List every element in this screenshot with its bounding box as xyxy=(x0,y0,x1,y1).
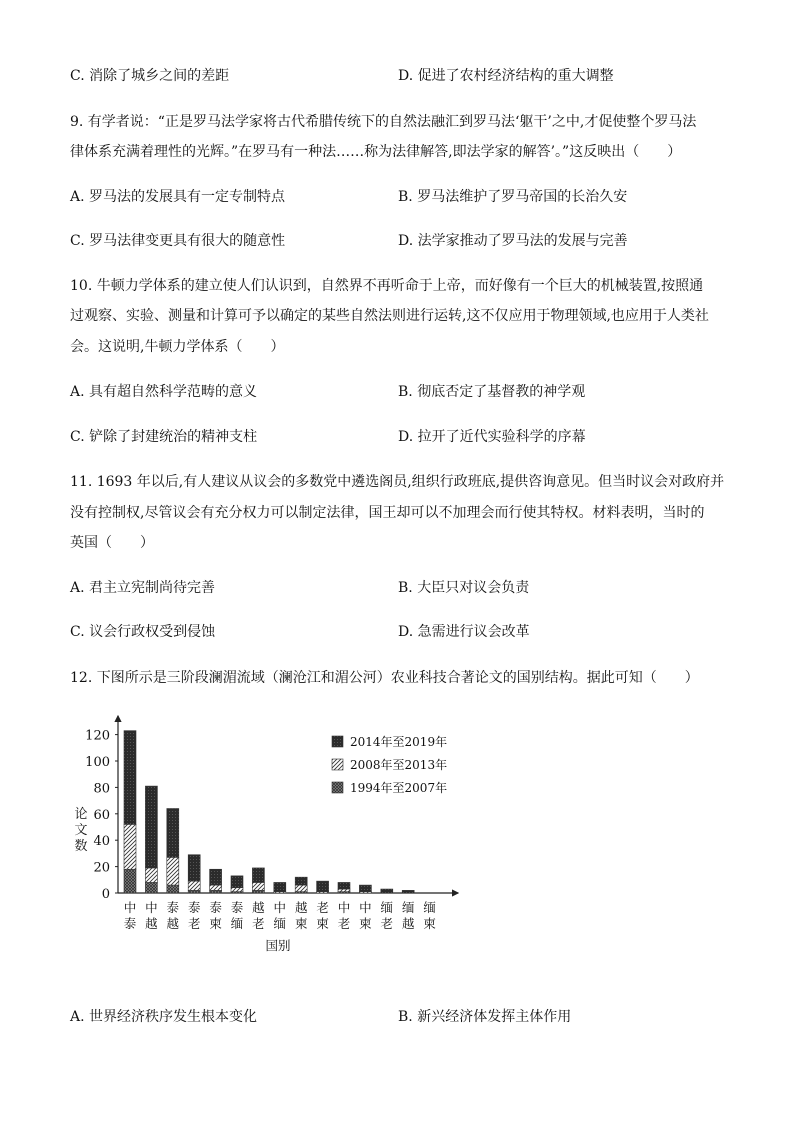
q9-stem-line-2: 律体系充满着理性的光辉。”在罗马有一种法……称为法律解答,即法学家的解答’。”这反映出（ ） xyxy=(70,144,682,160)
q11-stem-line-2: 没有控制权,尽管议会有充分权力可以制定法律，国王却可以不加理会而行使其特权。材料表明，当时的 xyxy=(70,505,705,521)
x-tick-label: 中 xyxy=(359,900,372,915)
x-tick-label: 泰 xyxy=(187,900,201,915)
legend-label: 2014年至2019年 xyxy=(350,735,448,749)
x-tick-label: 老 xyxy=(252,916,265,931)
bar-segment xyxy=(295,885,307,892)
legend-label: 1994年至2007年 xyxy=(350,781,448,795)
legend-swatch xyxy=(332,759,343,770)
q11-option-b: B. 大臣只对议会负责 xyxy=(398,580,530,596)
y-axis-label: 文 xyxy=(74,823,88,838)
bar-segment xyxy=(274,882,286,891)
x-tick-label: 柬 xyxy=(209,916,222,931)
x-tick-label: 越 xyxy=(401,916,415,931)
bar-segment xyxy=(295,877,307,885)
q10-option-c: C. 铲除了封建统治的精神支柱 xyxy=(70,429,258,445)
bar-segment xyxy=(167,885,179,893)
bar-segment xyxy=(124,869,136,893)
bar-segment xyxy=(188,855,200,881)
x-tick-label: 泰 xyxy=(166,900,180,915)
x-tick-label: 缅 xyxy=(380,900,394,915)
q12-option-b: B. 新兴经济体发挥主体作用 xyxy=(398,1009,572,1025)
bar-segment xyxy=(145,868,157,883)
y-tick-label: 0 xyxy=(101,887,110,902)
y-axis-label: 论 xyxy=(74,807,88,822)
x-tick-label: 柬 xyxy=(294,916,308,931)
x-tick-label: 柬 xyxy=(316,916,329,931)
x-tick-label: 老 xyxy=(337,916,351,931)
bar-segment xyxy=(167,809,179,858)
q10-option-d: D. 拉开了近代实验科学的序幕 xyxy=(398,429,586,445)
q9-option-d: D. 法学家推动了罗马法的发展与完善 xyxy=(398,233,628,249)
x-tick-label: 中 xyxy=(145,900,158,915)
q12-option-a: A. 世界经济秩序发生根本变化 xyxy=(70,1009,258,1025)
x-tick-label: 中 xyxy=(273,900,287,915)
x-tick-label: 柬 xyxy=(423,916,436,931)
bar-segment xyxy=(124,824,136,869)
q11-option-d: D. 急需进行议会改革 xyxy=(398,624,530,640)
q11-stem-line-1: 11. 1693 年以后,有人建议从议会的多数党中遴选阁员,组织行政班底,提供咨询意见。但当时议会对政府并 xyxy=(70,474,725,490)
legend-swatch xyxy=(332,782,343,793)
x-tick-label: 缅 xyxy=(423,900,436,915)
x-tick-label: 越 xyxy=(252,900,265,915)
x-tick-label: 老 xyxy=(316,900,329,915)
bar-segment xyxy=(231,876,243,888)
x-tick-label: 老 xyxy=(380,916,394,931)
paper-count-chart xyxy=(70,706,470,960)
option-c-prev: C. 消除了城乡之间的差距 xyxy=(70,68,230,84)
q11-option-c: C. 议会行政权受到侵蚀 xyxy=(70,624,216,640)
legend-swatch xyxy=(332,736,343,747)
y-tick-label: 20 xyxy=(93,860,110,876)
bar-segment xyxy=(338,882,350,889)
bar-segment xyxy=(252,882,264,890)
bar-segment xyxy=(252,868,264,883)
bar-segment xyxy=(252,890,264,893)
bar-segment xyxy=(338,889,350,892)
x-tick-label: 柬 xyxy=(359,916,372,931)
bar-segment xyxy=(167,857,179,885)
q11-stem-line-3: 英国（ ） xyxy=(70,535,154,551)
bar-segment xyxy=(188,890,200,893)
bar-segment xyxy=(145,882,157,893)
y-tick-label: 60 xyxy=(93,807,110,823)
x-tick-label: 中 xyxy=(123,900,137,915)
bar-segment xyxy=(381,889,393,893)
x-tick-label: 老 xyxy=(187,916,201,931)
x-axis-label: 国别 xyxy=(265,938,291,953)
chart-legend xyxy=(332,734,447,795)
bar-segment xyxy=(188,881,200,890)
y-axis-label: 数 xyxy=(74,839,88,854)
q11-option-a: A. 君主立宪制尚待完善 xyxy=(70,580,216,596)
x-tick-label: 泰 xyxy=(230,900,244,915)
x-tick-label: 越 xyxy=(166,916,180,931)
option-d-prev: D. 促进了农村经济结构的重大调整 xyxy=(398,68,614,84)
q10-option-a: A. 具有超自然科学范畴的意义 xyxy=(70,384,258,400)
q12-stem: 12. 下图所示是三阶段澜湄流域（澜沧江和湄公河）农业科技合著论文的国别结构。据此可知（ ） xyxy=(70,670,699,686)
x-tick-label: 泰 xyxy=(123,916,137,931)
y-tick-label: 40 xyxy=(93,834,110,850)
q10-stem-line-2: 过观察、实验、测量和计算可予以确定的某些自然法则进行运转,这不仅应用于物理领域,也应用于人类社 xyxy=(70,308,709,324)
bar-chart-svg xyxy=(70,706,470,956)
bar-segment xyxy=(231,888,243,892)
bar-segment xyxy=(210,885,222,890)
bar-segment xyxy=(145,786,157,868)
x-tick-label: 越 xyxy=(294,900,308,915)
q10-stem-line-1: 10. 牛顿力学体系的建立使人们认识到，自然界不再听命于上帝，而好像有一个巨大的机械装置,按照通 xyxy=(70,278,704,294)
q10-stem-line-3: 会。这说明,牛顿力学体系（ ） xyxy=(70,339,285,355)
bar-segment xyxy=(124,731,136,825)
x-tick-label: 中 xyxy=(337,900,351,915)
chart-bars xyxy=(124,731,414,893)
x-tick-label: 缅 xyxy=(273,916,287,931)
q10-option-b: B. 彻底否定了基督教的神学观 xyxy=(398,384,586,400)
x-tick-label: 缅 xyxy=(401,900,415,915)
legend-label: 2008年至2013年 xyxy=(350,758,448,772)
bar-segment xyxy=(210,890,222,893)
y-tick-label: 100 xyxy=(85,755,110,770)
q9-stem-line-1: 9. 有学者说：“正是罗马法学家将古代希腊传统下的自然法融汇到罗马法‘躯干’之中,才促使整个罗马法 xyxy=(70,114,697,130)
bar-segment xyxy=(317,881,329,892)
q9-option-a: A. 罗马法的发展具有一定专制特点 xyxy=(70,189,286,205)
q9-option-b: B. 罗马法维护了罗马帝国的长治久安 xyxy=(398,189,628,205)
bar-segment xyxy=(402,890,414,893)
x-tick-label: 泰 xyxy=(209,900,222,915)
x-tick-label: 越 xyxy=(145,916,158,931)
bar-segment xyxy=(210,869,222,885)
x-tick-label: 缅 xyxy=(230,916,244,931)
y-tick-label: 120 xyxy=(85,728,110,744)
q9-option-c: C. 罗马法律变更具有很大的随意性 xyxy=(70,233,286,249)
bar-segment xyxy=(359,885,371,892)
y-tick-label: 80 xyxy=(93,781,110,797)
